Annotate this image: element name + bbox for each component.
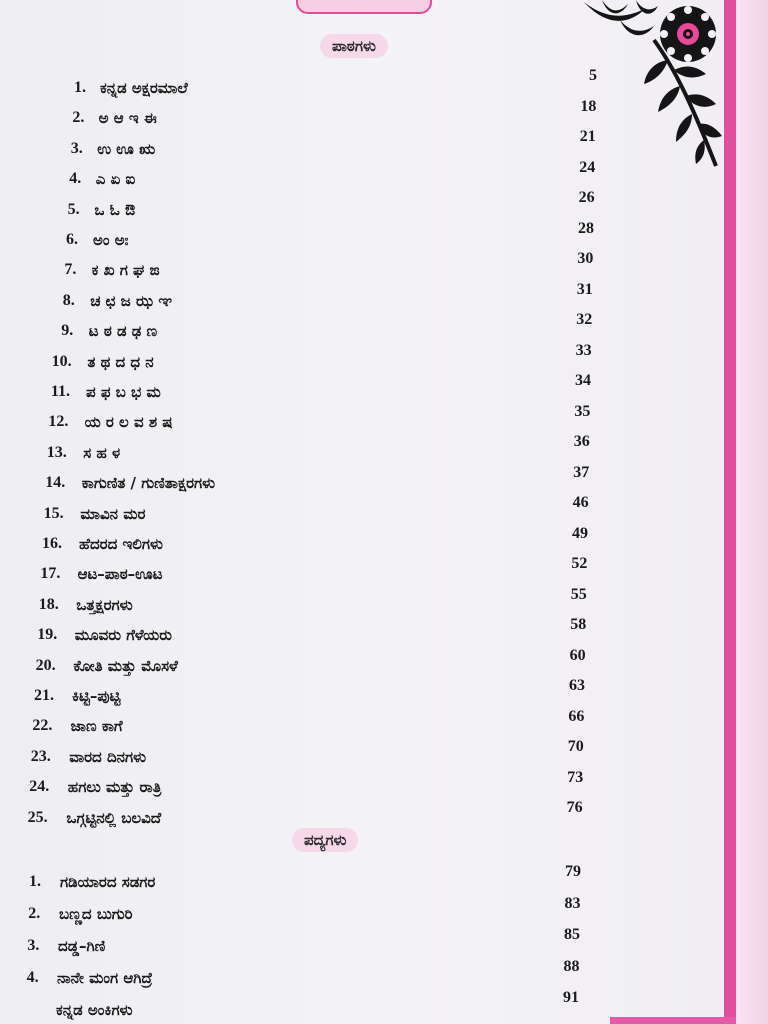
toc-item (0, 863, 700, 893)
page-number: 18 (580, 97, 597, 115)
item-title: ಕನ್ನಡ ಅಕ್ಷರಮಾಲೆ (100, 79, 188, 97)
toc-item (0, 189, 700, 221)
item-number: 16. (42, 535, 62, 552)
page-number: 46 (572, 494, 589, 511)
item-title: ಚ ಛ ಜ ಝ ಞ (90, 291, 173, 310)
page-number: 55 (570, 585, 587, 603)
item-number: 3. (27, 937, 40, 954)
item-title: ಹಗಲು ಮತ್ತು ರಾತ್ರಿ (67, 778, 162, 797)
item-title: ಮಾವಿನ ಮರ (80, 504, 146, 523)
toc-item (0, 738, 700, 768)
toc-item (0, 677, 700, 707)
item-title: ಆಟ–ಪಾಠ–ಊಟ (77, 565, 163, 584)
item-number: 11. (50, 383, 70, 400)
item-title: ಟ ಠ ಡ ಢ ಣ (88, 322, 158, 341)
item-number: 1. (29, 873, 41, 890)
toc-item (0, 957, 700, 989)
item-title: ನಾನೇ ಮಂಗ ಆಗಿದ್ರೆ (57, 969, 153, 987)
item-title: ತ ಥ ದ ಧ ನ (87, 352, 154, 371)
item-title: ಬಣ್ಣದ ಬುಗುರಿ (59, 905, 133, 923)
page-number: 60 (569, 646, 586, 664)
toc-item (0, 768, 700, 798)
item-title: ಕಿಟ್ಟಿ–ಪುಟ್ಟಿ (72, 687, 121, 705)
toc-item (0, 799, 700, 829)
section-title-poems: ಪದ್ಯಗಳು (292, 828, 358, 852)
item-title: ಕನ್ನಡ ಅಂಕಿಗಳು (56, 1001, 133, 1019)
page-number: 37 (573, 463, 590, 481)
page-number: 79 (565, 863, 581, 880)
item-number: 8. (62, 291, 75, 309)
item-title: ಸ ಹ ಳ (83, 443, 121, 462)
page-number: 24 (579, 158, 596, 176)
header-tab (296, 0, 432, 14)
toc-item (0, 524, 700, 555)
item-title: ಮೂವರು ಗೆಳೆಯರು (74, 626, 172, 645)
toc-item (0, 494, 700, 525)
item-title: ಯ ರ ಲ ವ ಶ ಷ (84, 413, 173, 432)
page-number: 58 (570, 616, 587, 633)
item-number: 1. (74, 79, 86, 96)
page-number: 52 (571, 555, 588, 572)
item-title: ಪ ಫ ಬ ಭ ಮ (86, 383, 161, 401)
item-number: 5. (67, 200, 80, 218)
item-number: 18. (38, 595, 59, 613)
item-number: 3. (70, 139, 83, 157)
toc-item (0, 463, 700, 494)
item-number: 2. (72, 109, 85, 127)
page-number: 5 (589, 67, 597, 84)
toc-item (0, 555, 700, 585)
toc-item (0, 219, 700, 251)
item-title: ಅ ಆ ಇ ಈ (98, 109, 157, 128)
item-title: ಕಾಗುಣಿತ / ಗುಣಿತಾಕ್ಷರಗಳು (81, 474, 216, 493)
item-number: 20. (35, 656, 56, 674)
item-title: ಕೋತಿ ಮತ್ತು ಮೊಸಳೆ (73, 656, 178, 675)
item-number: 24. (29, 778, 50, 796)
toc-item (0, 250, 700, 281)
toc-item (0, 894, 700, 925)
toc-item (0, 402, 700, 433)
item-title: ವಾರದ ದಿನಗಳು (69, 747, 147, 766)
page-number: 33 (575, 341, 592, 359)
item-number: 4. (26, 969, 39, 986)
outer-margin (736, 0, 768, 1024)
item-number: 19. (37, 626, 58, 644)
page-number: 32 (576, 311, 593, 328)
item-number: 14. (45, 474, 66, 492)
page-number: 76 (566, 799, 583, 816)
item-number: 22. (32, 717, 53, 735)
item-title: ಅಂ ಅಃ (93, 231, 129, 249)
page-number: 63 (569, 677, 585, 694)
item-title: ಉ ಊ ಋ (97, 139, 156, 158)
item-title: ಜಾಣ ಕಾಗೆ (70, 717, 123, 736)
toc-item (0, 585, 700, 616)
page-number: 35 (574, 402, 591, 420)
toc-item (0, 616, 700, 646)
item-number: 25. (27, 808, 48, 826)
item-number: 17. (40, 565, 61, 583)
item-number: 21. (34, 687, 54, 704)
toc-item (0, 707, 700, 737)
toc-item (0, 311, 700, 342)
toc-item (0, 341, 700, 373)
page-number: 36 (573, 433, 590, 450)
item-number: 15. (43, 504, 64, 522)
toc-item (0, 989, 700, 1021)
item-title: ದಡ್ಡ–ಗಿಣಿ (58, 937, 106, 955)
page-number: 21 (579, 128, 596, 145)
toc-item (0, 926, 700, 957)
page-number: 70 (567, 738, 584, 755)
page-number: 88 (563, 957, 580, 975)
item-title: ಒತ್ತಕ್ಷರಗಳು (76, 595, 133, 614)
toc-item (0, 158, 700, 190)
page-number: 83 (564, 894, 581, 912)
item-number: 12. (48, 413, 69, 431)
item-title: ಕ ಖ ಗ ಘ ಙ (91, 261, 160, 280)
toc-item (0, 646, 700, 677)
page-edge-border (724, 0, 736, 1024)
item-title: ಒಗ್ಗಟ್ಟಿನಲ್ಲಿ ಬಲವಿದೆ (66, 808, 162, 827)
item-number: 6. (66, 231, 78, 248)
item-number: 7. (64, 261, 77, 279)
section-title-lessons: ಪಾಠಗಳು (320, 34, 388, 58)
page-number: 28 (578, 219, 594, 237)
page-number: 30 (577, 250, 594, 267)
toc-item (0, 372, 700, 403)
page-number: 26 (578, 189, 595, 206)
page-number: 49 (572, 524, 588, 542)
item-number: 9. (61, 322, 74, 340)
item-number: 23. (30, 747, 51, 765)
item-title: ಗಡಿಯಾರದ ಸಡಗರ (60, 873, 156, 891)
item-title: ಹೆದರದ ಇಲಿಗಳು (79, 535, 163, 553)
page-number: 34 (575, 372, 591, 389)
item-title: ಎ ಏ ಐ (95, 170, 136, 189)
toc-item (0, 433, 700, 464)
item-number: 13. (46, 443, 67, 461)
item-title: ಒ ಓ ಔ (94, 200, 136, 219)
page-number: 91 (563, 989, 579, 1006)
page-number: 85 (564, 926, 580, 943)
toc-item (0, 280, 700, 312)
page-number: 31 (576, 280, 593, 298)
page-number: 66 (568, 707, 585, 725)
item-number: 4. (69, 170, 82, 188)
item-number: 10. (51, 352, 72, 370)
item-number: 2. (28, 905, 41, 922)
page-number: 73 (567, 768, 584, 786)
